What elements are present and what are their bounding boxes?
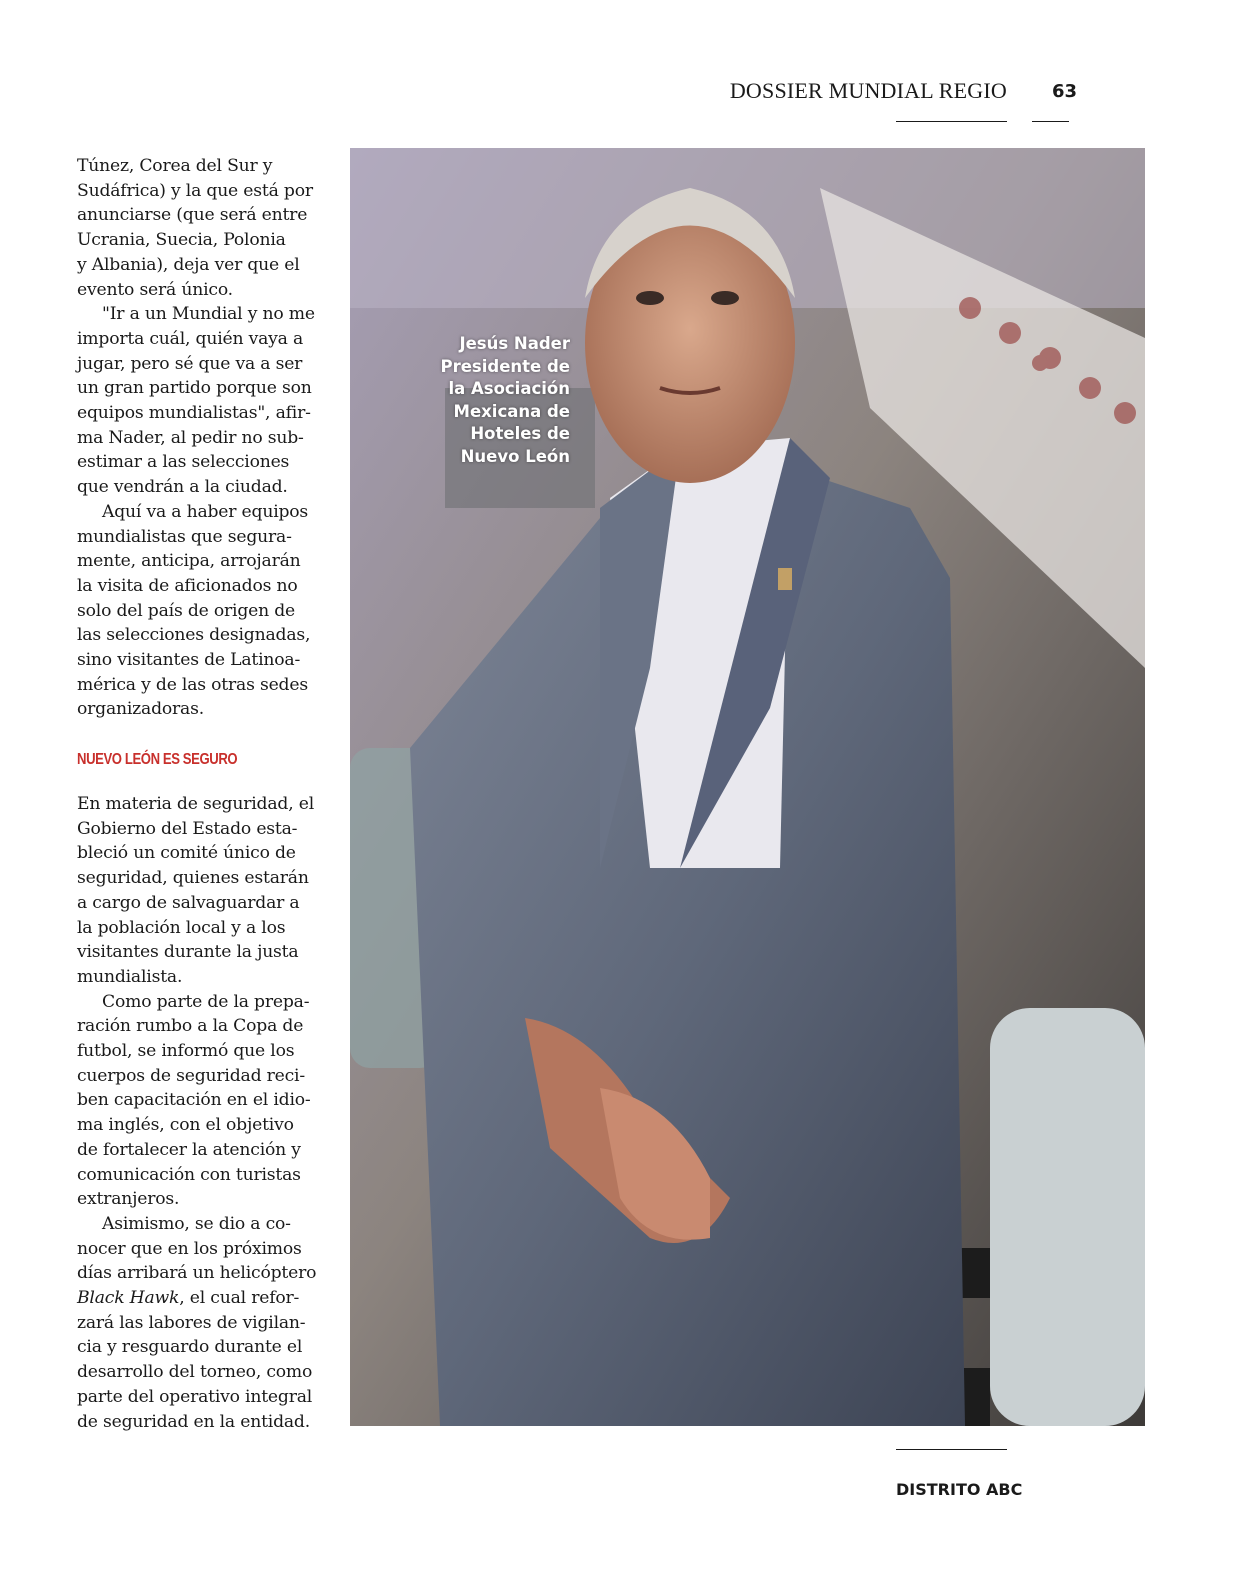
text-line: Aquí va a haber equipos [102,501,309,522]
header-rule-right [1032,121,1069,122]
footer-rule [896,1449,1007,1450]
text-line: En materia de seguridad, el [77,794,314,814]
text-line: organizadoras. [77,699,204,720]
paragraph [77,154,337,302]
text-line: de fortalecer la atención y [77,1139,301,1160]
text-line: cia y resguardo durante el [77,1337,303,1358]
section-title: DOSSIER MUNDIAL REGIO [729,78,1007,103]
text-line: Ucrania, Suecia, Polonia [77,230,286,251]
page-number: 63 [1052,81,1078,102]
text-line: a cargo de salvaguardar a [77,892,300,913]
publication-name: DISTRITO ABC [896,1480,1023,1499]
text-line: solo del país de origen de [77,600,296,621]
text-line: ma Nader, al pedir no sub- [77,427,304,448]
text-line: días arribará un helicóptero [77,1263,317,1284]
text-line: estimar a las selecciones [77,452,290,473]
text-line: visitantes durante la justa [77,942,299,963]
text-line: Gobierno del Estado esta- [77,818,298,839]
text-line: Sudáfrica) y la que está por [77,180,313,201]
header-rule-left [896,121,1007,122]
text-line: mérica y de las otras sedes [77,674,308,695]
paragraph [77,1212,337,1434]
article-column-top [77,154,337,722]
text-line: un gran partido porque son [77,378,312,399]
text-line: seguridad, quienes estarán [77,868,309,889]
text-line: evento será único. [77,279,233,300]
text-line: comunicación con turistas [77,1164,301,1185]
text-line: futbol, se informó que los [77,1041,295,1062]
text-line: ración rumbo a la Copa de [77,1016,304,1037]
text-line: "Ir a un Mundial y no me [102,304,315,325]
text-line: que vendrán a la ciudad. [77,477,288,498]
paragraph [77,990,337,1212]
text-line: importa cuál, quién vaya a [77,328,304,349]
paragraph [77,792,337,990]
text-line: anunciarse (que será entre [77,205,308,226]
article-column-bottom [77,792,337,1434]
text-line: de seguridad en la entidad. [77,1411,311,1432]
paragraph [77,500,337,722]
text-line: mundialistas que segura- [77,526,292,547]
section-subheading: NUEVO LEÓN ES SEGURO [77,751,238,768]
text-fragment: , el cual refor- [179,1288,300,1309]
italic-term: Black Hawk [77,1288,180,1309]
text-line: y Albania), deja ver que el [77,254,300,275]
text-line: ma inglés, con el objetivo [77,1115,294,1136]
text-line: jugar, pero sé que va a ser [77,353,303,374]
photo-caption: Jesús Nader Presidente de la Asociación Mexicana de Hoteles de Nuevo León [440,334,570,466]
text-line: bleció un comité único de [77,843,296,864]
portrait-photo [350,148,1145,1426]
text-line: nocer que en los próximos [77,1238,302,1259]
text-line: ben capacitación en el idio- [77,1090,311,1111]
text-line: mente, anticipa, arrojarán [77,551,301,572]
text-line: equipos mundialistas", afir- [77,403,311,424]
paragraph [77,302,337,500]
text-line: Como parte de la prepa- [102,991,310,1012]
text-line: extranjeros. [77,1189,180,1210]
text-line: desarrollo del torneo, como [77,1362,313,1383]
text-line: Asimismo, se dio a co- [102,1213,291,1234]
text-line: las selecciones designadas, [77,625,311,646]
text-line: la visita de aficionados no [77,575,298,596]
text-line [77,1286,337,1311]
text-line: parte del operativo integral [77,1386,313,1407]
text-line: zará las labores de vigilan- [77,1312,306,1333]
text-line: cuerpos de seguridad reci- [77,1065,305,1086]
text-line: la población local y a los [77,917,286,938]
text-line: sino visitantes de Latinoa- [77,650,301,671]
text-line: Túnez, Corea del Sur y [77,156,273,176]
text-line: mundialista. [77,966,183,987]
